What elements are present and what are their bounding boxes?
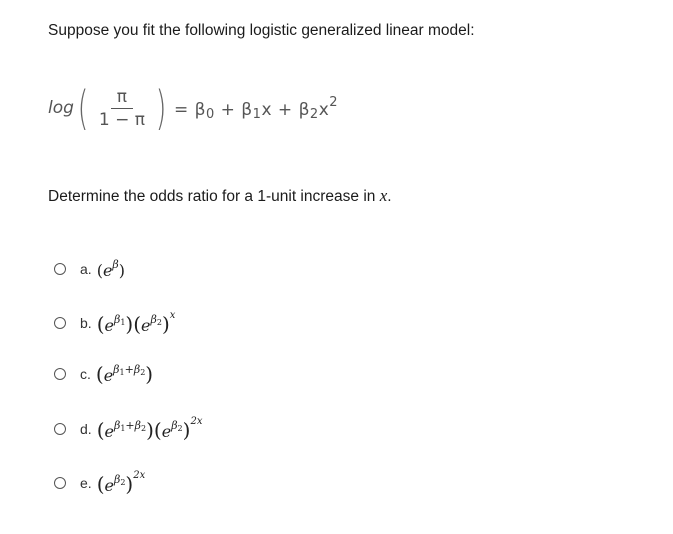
e-base: e xyxy=(104,422,114,441)
close-paren: ) xyxy=(161,312,170,336)
open-paren: ( xyxy=(96,472,105,496)
x-squared-exponent: 2 xyxy=(329,94,339,110)
open-paren: ( xyxy=(153,418,162,442)
subscript: 2 xyxy=(156,318,162,327)
plus-sign: + xyxy=(220,99,236,120)
e-base: e xyxy=(104,476,114,495)
option-expression xyxy=(96,362,153,386)
close-paren: ) xyxy=(118,261,126,280)
beta2-subscript: 2 xyxy=(309,106,319,122)
prompt-variable: x xyxy=(379,186,388,205)
log-function: log xyxy=(48,98,74,118)
plus-sign: + xyxy=(277,99,293,120)
subscript: 2 xyxy=(141,424,147,433)
subscript: 1 xyxy=(120,318,126,327)
subscript: 1 xyxy=(120,424,126,433)
beta: β xyxy=(113,313,121,326)
beta0-subscript: 0 xyxy=(205,106,215,122)
beta: β xyxy=(134,419,141,432)
option-expression xyxy=(97,258,125,280)
subscript: 2 xyxy=(140,368,146,377)
option-expression xyxy=(97,470,146,496)
option-e[interactable] xyxy=(54,470,145,496)
beta: β xyxy=(133,363,141,376)
exponent xyxy=(113,363,145,376)
option-c[interactable] xyxy=(54,362,153,386)
beta: β xyxy=(113,473,121,486)
beta1: β xyxy=(241,99,253,120)
plus-sign: + xyxy=(125,419,135,432)
exponent xyxy=(114,419,146,432)
exponent xyxy=(151,313,162,326)
radio-button[interactable] xyxy=(54,368,66,380)
close-paren: ) xyxy=(125,312,134,336)
left-paren: ( xyxy=(77,81,89,135)
prompt-sentence: Determine the odds ratio for a 1-unit increase in xyxy=(48,188,376,205)
option-expression xyxy=(97,310,176,336)
model-equation xyxy=(48,82,338,134)
prompt-text xyxy=(48,186,392,206)
close-paren: ) xyxy=(182,418,191,442)
equals-sign: = xyxy=(173,99,189,120)
option-expression xyxy=(97,416,203,442)
beta: β xyxy=(171,419,178,432)
open-paren: ( xyxy=(133,312,142,336)
e-base: e xyxy=(104,316,114,335)
open-paren: ( xyxy=(96,312,105,336)
e-base: e xyxy=(102,261,113,280)
subscript: 1 xyxy=(119,368,125,377)
beta: β xyxy=(150,313,157,326)
radio-button[interactable] xyxy=(54,317,66,329)
close-paren: ) xyxy=(146,418,154,442)
beta: β xyxy=(113,419,121,432)
beta1-subscript: 1 xyxy=(252,106,262,122)
fraction-numerator: π xyxy=(111,86,133,109)
option-b[interactable] xyxy=(54,310,175,336)
option-letter: e. xyxy=(80,475,92,491)
subscript: 2 xyxy=(177,424,183,433)
right-paren: ) xyxy=(155,81,167,135)
radio-button[interactable] xyxy=(54,263,66,275)
open-paren: ( xyxy=(96,418,105,442)
outer-exponent: 2x xyxy=(190,416,203,427)
prompt-period: . xyxy=(387,188,392,205)
x-term: x xyxy=(261,99,272,120)
radio-button[interactable] xyxy=(54,423,66,435)
open-paren: ( xyxy=(95,362,104,386)
outer-exponent: x xyxy=(169,310,176,321)
question-text: Suppose you fit the following logistic generalized linear model: xyxy=(48,22,475,39)
option-letter: c. xyxy=(80,366,91,382)
option-a[interactable] xyxy=(54,258,125,280)
option-letter: a. xyxy=(80,261,92,277)
radio-button[interactable] xyxy=(54,477,66,489)
exponent xyxy=(114,473,125,486)
e-base: e xyxy=(141,316,151,335)
beta: β xyxy=(113,363,120,376)
e-base: e xyxy=(161,422,172,441)
option-letter: d. xyxy=(80,421,92,437)
x-squared-term: x xyxy=(318,99,330,120)
outer-exponent: 2x xyxy=(133,470,146,481)
beta: β xyxy=(112,258,119,271)
odds-fraction xyxy=(93,86,151,131)
e-base: e xyxy=(103,366,114,385)
subscript: 2 xyxy=(120,478,126,487)
exponent xyxy=(171,419,182,432)
option-letter: b. xyxy=(80,315,92,331)
option-d[interactable] xyxy=(54,416,202,442)
exponent xyxy=(114,313,125,326)
open-paren: ( xyxy=(96,261,103,280)
linear-predictor xyxy=(174,95,338,122)
fraction-denominator: 1 − π xyxy=(98,109,145,130)
beta0: β xyxy=(194,99,206,120)
plus-sign: + xyxy=(124,363,134,376)
close-paren: ) xyxy=(145,362,154,386)
beta2: β xyxy=(298,99,310,120)
close-paren: ) xyxy=(125,472,134,496)
